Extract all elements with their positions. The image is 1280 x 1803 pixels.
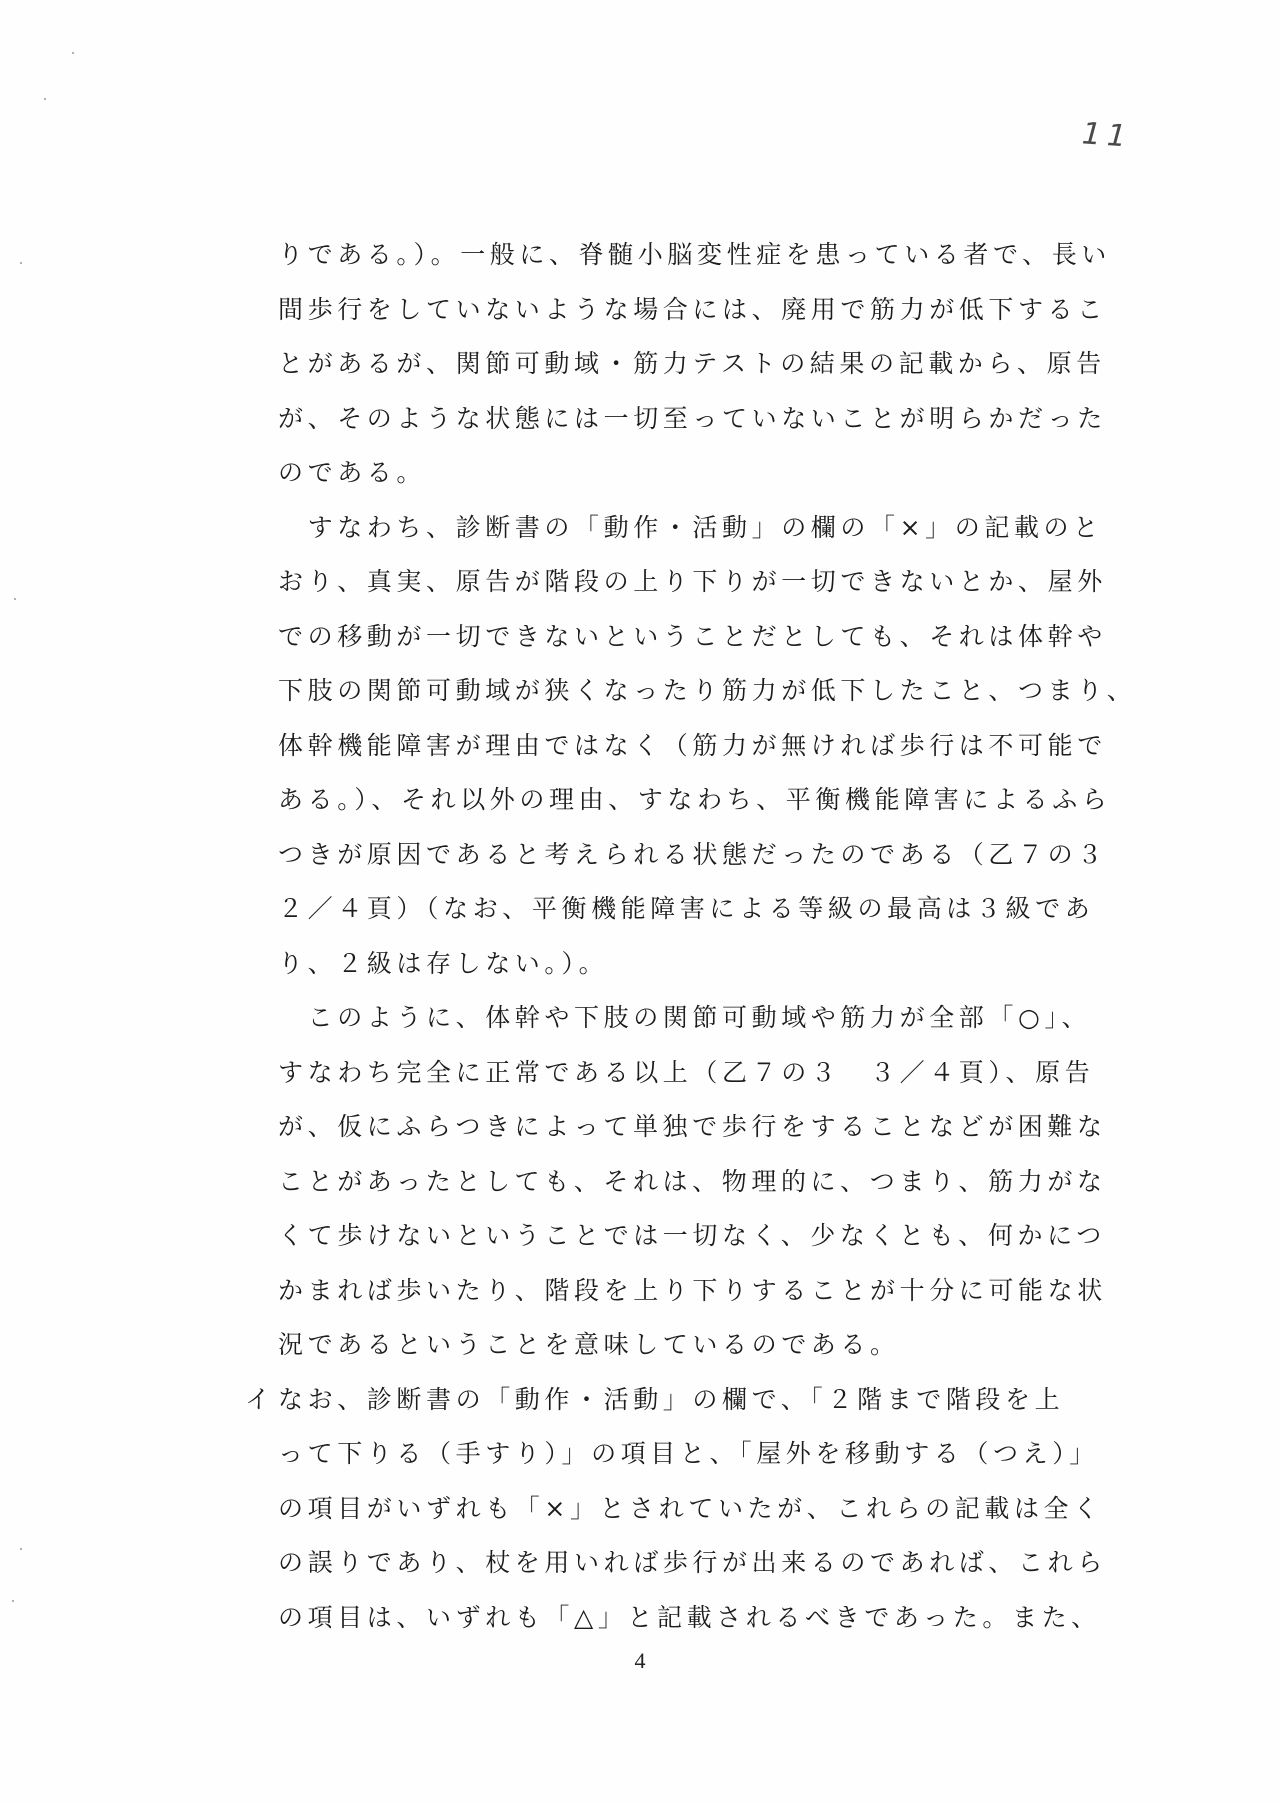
text-line: ２／４頁）（なお、平衡機能障害による等級の最高は３級であ [278, 894, 1095, 923]
text-line: くて歩けないということでは一切なく、少なくとも、何かにつ [278, 1221, 1106, 1250]
text-line: が、そのような状態には一切至っていないことが明らかだった [278, 403, 1107, 433]
text-line: ある。）、それ以外の理由、すなわち、平衡機能障害によるふら [278, 785, 1112, 814]
text-line: 下肢の関節可動域が狭くなったり筋力が低下したこと、つまり、 [278, 676, 1137, 705]
scan-speck [20, 262, 22, 264]
text-line: つきが原因であると考えられる状態だったのである（乙７の３ [278, 839, 1107, 869]
scan-speck [14, 598, 16, 600]
text-line: とがあるが、関節可動域・筋力テストの結果の記載から、原告 [278, 349, 1106, 378]
text-line: 体幹機能障害が理由ではなく（筋力が無ければ歩行は不可能で [278, 730, 1107, 760]
item-marker-i: イ [245, 1384, 275, 1414]
text-line: り、２級は存しない。）。 [278, 948, 609, 978]
text-line: すなわち完全に正常である以上（乙７の３ ３／４頁）、原告 [278, 1057, 1095, 1087]
scan-speck [44, 98, 46, 100]
text-line: って下りる（手すり）」の項目と、「屋外を移動する（つえ）」 [278, 1439, 1099, 1468]
text-line: が、仮にふらつきによって単独で歩行をすることなどが困難な [278, 1112, 1107, 1141]
page-number: 4 [634, 1648, 646, 1673]
text-line: ことがあったとしても、それは、物理的に、つまり、筋力がな [278, 1166, 1107, 1196]
text-line: かまれば歩いたり、階段を上り下りすることが十分に可能な状 [278, 1275, 1107, 1305]
text-line: のである。 [278, 458, 427, 487]
text-line: 間歩行をしていないような場合には、廃用で筋力が低下するこ [278, 294, 1107, 324]
text-line: の項目がいずれも「×」とされていたが、これらの記載は全く [278, 1493, 1103, 1523]
scan-speck [12, 1600, 14, 1602]
item-i-text: なお、診断書の「動作・活動」の欄で、「２階まで階段を上 [278, 1384, 1065, 1414]
text-line: おり、真実、原告が階段の上り下りが一切できないとか、屋外 [278, 567, 1107, 596]
text-line: の誤りであり、杖を用いれば歩行が出来るのであれば、これら [278, 1548, 1107, 1577]
body-text [245, 228, 1137, 1645]
text-line: 況であるということを意味しているのである。 [278, 1330, 900, 1359]
text-line: での移動が一切できないということだとしても、それは体幹や [278, 621, 1107, 651]
text-line: の項目は、いずれも「△」と記載されるべきであった。また、 [278, 1602, 1101, 1632]
handwritten-page-mark: 11 [1080, 116, 1134, 155]
text-line: このように、体幹や下肢の関節可動域や筋力が全部「○」、 [278, 1003, 1092, 1032]
scan-speck [72, 52, 74, 54]
scan-speck [20, 1548, 22, 1550]
item-i-line [245, 1373, 1088, 1428]
text-line: すなわち、診断書の「動作・活動」の欄の「×」の記載のと [278, 512, 1103, 542]
text-line: りである。）。一般に、脊髄小脳変性症を患っている者で、長い [278, 240, 1111, 269]
